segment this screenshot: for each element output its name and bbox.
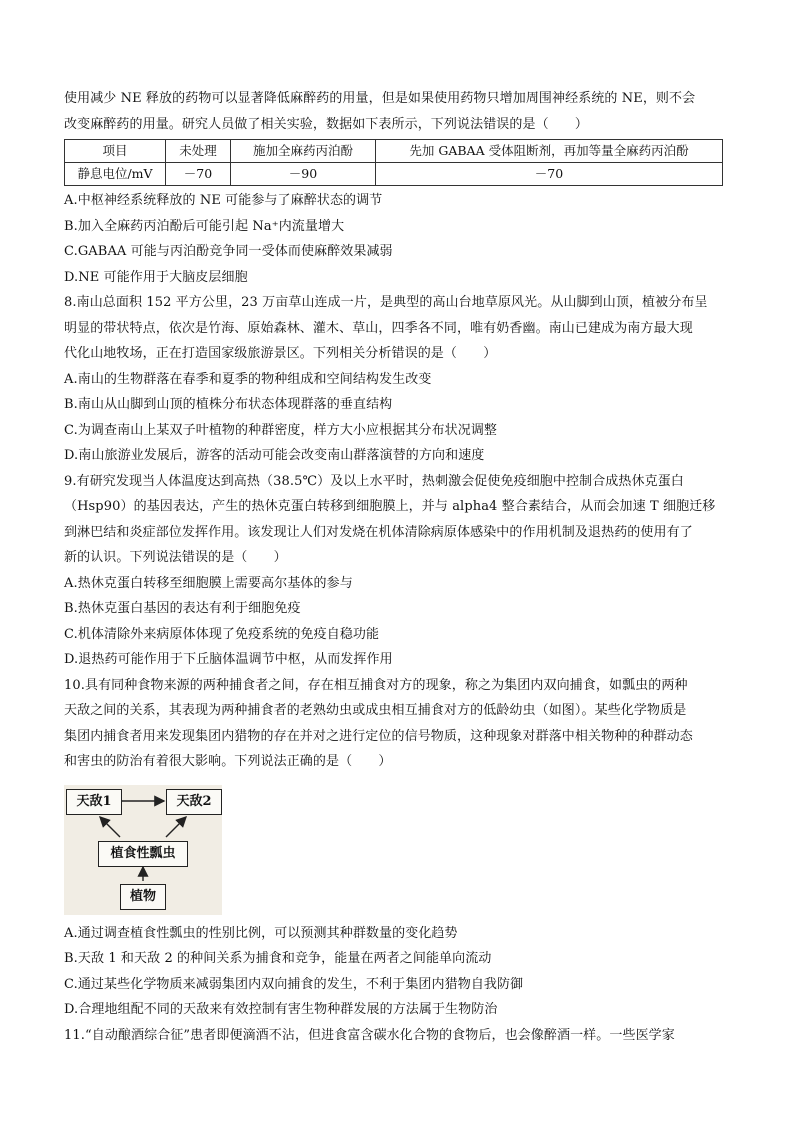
q9-option-d: D.退热药可能作用于下丘脑体温调节中枢，从而发挥作用 xyxy=(64,652,393,667)
q9-stem-line-3: 到淋巴结和炎症部位发挥作用。该发现让人们对发烧在机体清除病原体感染中的作用机制及退热药的使用有了 xyxy=(64,524,693,540)
food-web-figure xyxy=(64,785,222,915)
ladybug-box: 植食性瓢虫 xyxy=(98,841,188,867)
q10-option-a: A.通过调查植食性瓢虫的性别比例，可以预测其种群数量的变化趋势 xyxy=(64,925,458,941)
q9-option-b: B.热休克蛋白基因的表达有利于细胞免疫 xyxy=(64,601,301,616)
table-header-row xyxy=(65,140,723,163)
q9-option-c: C.机体清除外来病原体体现了免疫系统的免疫自稳功能 xyxy=(64,626,380,642)
q8-stem-line-2: 明显的带状特点，依次是竹海、原始森林、灌木、草山，四季各不同，唯有奶香幽。南山已建成为南方最大现 xyxy=(64,320,693,336)
q9-stem-line-2: （Hsp90）的基因表达，产生的热休克蛋白转移到细胞膜上，并与 alpha4 整合素结合，从而会加速 T 细胞迁移 xyxy=(64,499,716,514)
q8-stem-line-1: 8.南山总面积 152 平方公里，23 万亩草山连成一片，是典型的高山台地草原风光。从山脚到山顶，植被分布呈 xyxy=(64,295,708,310)
q7-option-a: A.中枢神经系统释放的 NE 可能参与了麻醉状态的调节 xyxy=(64,193,383,208)
table-row-label: 静息电位/mV xyxy=(65,163,166,186)
ladybug-to-enemy1-arrow xyxy=(100,817,120,837)
plant-box: 植物 xyxy=(120,884,166,910)
q10-stem-line-3: 集团内捕食者用来发现集团内猎物的存在并对之进行定位的信号物质，这种现象对群落中相关物种的种群动态 xyxy=(64,728,693,744)
q7-option-b: B.加入全麻药丙泊酚后可能引起 Na⁺内流量增大 xyxy=(64,218,345,234)
q8-stem-line-3: 代化山地牧场，正在打造国家级旅游景区。下列相关分析错误的是（ ） xyxy=(64,346,497,361)
q11-stem-line-1: 11.“自动酿酒综合征”患者即便滴酒不沾，但进食富含碳水化合物的食物后，也会像醉酒一样。一些医学家 xyxy=(64,1027,675,1043)
q9-stem-line-1: 9.有研究发现当人体温度达到高热（38.5℃）及以上水平时，热刺激会促使免疫细胞中控制合成热休克蛋白 xyxy=(64,473,684,489)
q10-stem-line-1: 10.具有同种食物来源的两种捕食者之间，存在相互捕食对方的现象，称之为集团内双向捕食，如瓢虫的两种 xyxy=(64,677,688,693)
q10-stem-line-2: 天敌之间的关系，其表现为两种捕食者的老熟幼虫或成虫相互捕食对方的低龄幼虫（如图）。某些化学物质是 xyxy=(64,703,687,718)
table-cell: －70 xyxy=(166,163,231,186)
q8-option-b: B.南山从山脚到山顶的植株分布状态体现群落的垂直结构 xyxy=(64,397,393,412)
q8-option-d: D.南山旅游业发展后，游客的活动可能会改变南山群落演替的方向和速度 xyxy=(64,448,485,463)
table-row xyxy=(65,163,723,186)
table-header: 施加全麻药丙泊酚 xyxy=(231,140,376,163)
enemy1-box: 天敌1 xyxy=(66,789,122,815)
table-header: 先加 GABAA 受体阻断剂，再加等量全麻药丙泊酚 xyxy=(376,140,723,163)
intro-line-1: 使用减少 NE 释放的药物可以显著降低麻醉药的用量，但是如果使用药物只增加周围神经系统的 NE，则不会 xyxy=(64,91,696,106)
q9-option-a: A.热休克蛋白转移至细胞膜上需要高尔基体的参与 xyxy=(64,575,353,591)
q10-stem-line-4: 和害虫的防治有着很大影响。下列说法正确的是（ ） xyxy=(64,754,392,769)
intro-line-2: 改变麻醉药的用量。研究人员做了相关实验，数据如下表所示，下列说法错误的是（ ） xyxy=(64,116,589,132)
experiment-table xyxy=(64,139,723,186)
q7-option-c: C.GABAA 可能与丙泊酚竞争同一受体而使麻醉效果减弱 xyxy=(64,244,393,259)
q10-option-c: C.通过某些化学物质来减弱集团内双向捕食的发生，不利于集团内猎物自我防御 xyxy=(64,976,524,992)
q9-stem-line-4: 新的认识。下列说法错误的是（ ） xyxy=(64,550,287,565)
q10-option-d: D.合理地组配不同的天敌来有效控制有害生物种群发展的方法属于生物防治 xyxy=(64,1002,498,1017)
q10-option-b: B.天敌 1 和天敌 2 的种间关系为捕食和竞争，能量在两者之间能单向流动 xyxy=(64,951,492,966)
q8-option-a: A.南山的生物群落在春季和夏季的物种组成和空间结构发生改变 xyxy=(64,371,432,387)
table-cell: －90 xyxy=(231,163,376,186)
q8-option-c: C.为调查南山上某双子叶植物的种群密度，样方大小应根据其分布状况调整 xyxy=(64,422,498,438)
ladybug-to-enemy2-arrow xyxy=(166,817,186,837)
enemy2-box: 天敌2 xyxy=(166,789,222,815)
table-header: 项目 xyxy=(65,140,166,163)
table-header: 未处理 xyxy=(166,140,231,163)
exam-page xyxy=(64,86,732,1048)
table-cell: －70 xyxy=(376,163,723,186)
q7-option-d: D.NE 可能作用于大脑皮层细胞 xyxy=(64,269,248,285)
